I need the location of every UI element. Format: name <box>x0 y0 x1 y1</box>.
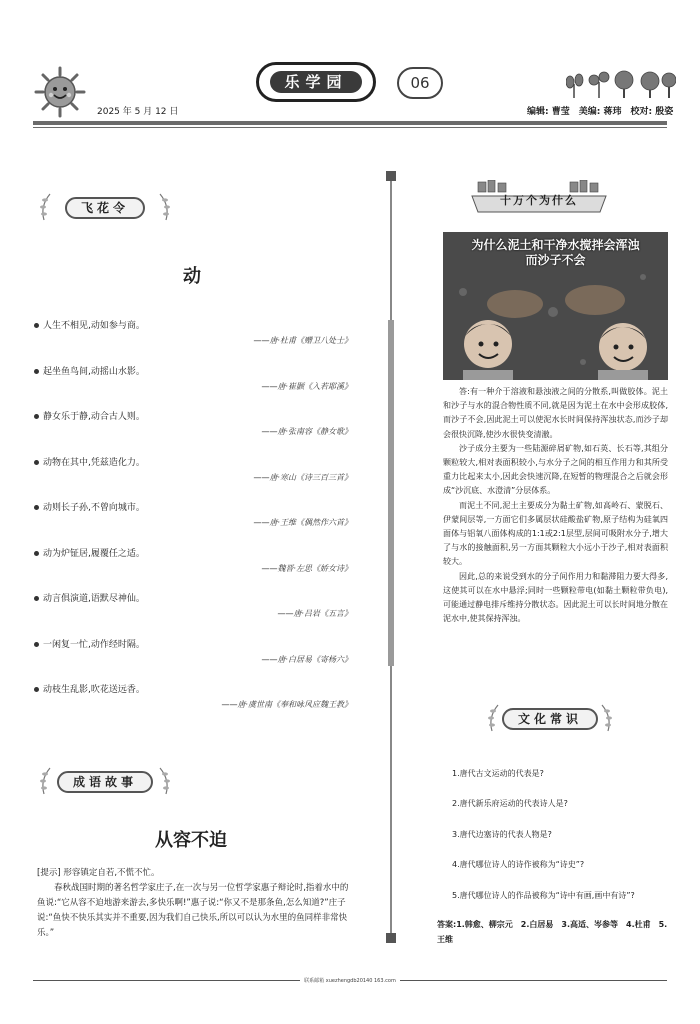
masthead-title <box>256 62 376 102</box>
bullet-icon <box>34 551 39 556</box>
bullet-icon <box>34 687 39 692</box>
idiom-banner <box>38 764 172 798</box>
bullet-icon <box>34 460 39 465</box>
idiom-hint: [提示] 形容镇定自若,不慌不忙。 <box>37 868 160 878</box>
whys-label: 十万个为什么 <box>500 194 578 207</box>
header-rule-thick <box>33 121 667 125</box>
divider-square-top <box>386 171 396 181</box>
poem-item <box>34 318 352 345</box>
poem-source: ——唐·寒山《诗三百三首》 <box>253 472 352 482</box>
bullet-icon <box>34 596 39 601</box>
quiz-question: 1.唐代古文运动的代表是? <box>452 769 544 778</box>
bullet-icon <box>34 323 39 328</box>
page-number: 06 <box>397 67 443 99</box>
idiom-label: 成语故事 <box>57 771 153 793</box>
quiz-question: 3.唐代边塞诗的代表人物是? <box>452 830 552 839</box>
idiom-title: 从容不迫 <box>155 830 227 851</box>
quiz-question: 4.唐代哪位诗人的诗作被称为“诗史”? <box>452 860 585 869</box>
poem-source: ——唐·杜甫《赠卫八处士》 <box>253 336 352 345</box>
feihualing-keyword: 动 <box>183 266 201 287</box>
whys-hero-title-line2: 而沙子不会 <box>525 253 586 267</box>
whys-hero-title <box>443 238 668 268</box>
poem-line <box>34 637 352 650</box>
footer-mail-text: 联系邮箱 xuezhengdb20140 163.com <box>300 978 400 984</box>
poem-item <box>34 591 352 618</box>
poem-line-text: 动言俱演道,语默尽神仙。 <box>43 594 145 604</box>
poem-source: ——唐·张南容《静女歌》 <box>261 427 352 436</box>
masthead-title-text: 乐学园 <box>270 71 362 93</box>
poem-line-text: 动枝生乱影,吹花送远香。 <box>43 685 145 695</box>
poem-line-text: 动则长子孙,不曾向城市。 <box>43 503 145 513</box>
whys-paragraph: 沙子成分主要为一些陆源碎屑矿物,如石英、长石等,其组分颗粒较大,相对表面积较小,与水分子之间的相互作用力和其所受重力比起来太小,因此会快速沉降,在短暂的物理混合之后就会形成“沙沉底、水澄清”分层体系。 <box>443 443 668 496</box>
whys-article <box>443 385 668 626</box>
quiz-answers: 答案:1.韩愈、柳宗元 2.白居易 3.高适、岑参等 4.杜甫 5.王维 <box>437 920 668 944</box>
whys-hero-image <box>443 232 668 380</box>
quiz-question: 5.唐代哪位诗人的作品被称为“诗中有画,画中有诗”? <box>452 891 635 900</box>
poem-source: ——唐·崔颢《入若耶溪》 <box>261 381 352 391</box>
whys-paragraph: 而泥土不同,泥土主要成分为黏土矿物,如高岭石、蒙脱石、伊蒙间层等,一方面它们多属层状硅酸盐矿物,原子结构为硅氧四面体与铝氧八面体构成的1:1或2:1层型,层间可吸附水分子,增大了与水的接触面积,另一方面其颗粒大小远小于沙子,相对表面积较大。 <box>443 500 668 567</box>
poem-line <box>34 364 352 377</box>
poem-line <box>34 500 352 513</box>
column-divider-bar <box>388 320 394 666</box>
divider-square-bottom <box>386 933 396 943</box>
poem-line-text: 静女乐于静,动合古人则。 <box>43 412 145 422</box>
poem-line <box>34 591 352 604</box>
issue-date: 2025 年 5 月 12 日 <box>97 107 179 117</box>
whys-banner <box>470 180 608 214</box>
bullet-icon <box>34 642 39 647</box>
idiom-story <box>37 866 355 941</box>
poem-source: ——唐·吕岩《五言》 <box>277 609 352 618</box>
poem-item <box>34 637 352 664</box>
poem-line <box>34 318 352 331</box>
poem-line <box>34 546 352 559</box>
poem-item <box>34 682 352 709</box>
trees-icon <box>566 68 676 102</box>
whys-paragraph: 答:有一种介于溶液和悬浊液之间的分散系,叫做胶体。泥土和沙子与水的混合物性质不同,就是因为泥土在水中会形成胶体,而沙子不会,因此泥土可以使泥水长时间保持浑浊状态,而沙子却会很快沉降,使沙水很快变清澈。 <box>443 387 668 439</box>
bullet-icon <box>34 414 39 419</box>
poem-item <box>34 455 352 482</box>
poem-item <box>34 364 352 391</box>
poem-item <box>34 409 352 436</box>
whys-hero-title-line1: 为什么泥土和干净水搅拌会浑浊 <box>471 238 640 252</box>
header-rule-thin <box>33 127 667 128</box>
whys-paragraph: 因此,总的来说受到水的分子间作用力和黏滞阻力要大得多,这使其可以在水中悬浮;同时一些颗粒带电(如黏土颗粒带负电),可能通过静电排斥维持分散状态。因此泥土可以长时间地分散在泥水中,使其保持浑浊。 <box>443 571 668 624</box>
culture-banner <box>486 701 614 735</box>
page-header <box>0 0 700 135</box>
feihualing-label: 飞花令 <box>65 197 145 219</box>
footer-contact <box>0 977 700 984</box>
bullet-icon <box>34 505 39 510</box>
feihualing-banner <box>38 190 172 224</box>
poem-line-text: 人生不相见,动如参与商。 <box>43 321 145 331</box>
poem-line-text: 动为炉钲居,履覆任之适。 <box>43 548 145 559</box>
smiling-sun-icon <box>34 66 86 118</box>
bullet-icon <box>34 369 39 374</box>
editors-credit: 编辑: 曹莹 美编: 蒋玮 校对: 殷姿 <box>527 107 674 117</box>
poem-item <box>34 546 352 573</box>
poem-line <box>34 682 352 695</box>
poem-line-text: 动物在其中,凭兹造化力。 <box>43 457 145 468</box>
culture-label: 文化常识 <box>502 708 598 730</box>
poem-source: ——魏晋·左思《娇女诗》 <box>261 563 352 573</box>
poem-line <box>34 409 352 422</box>
poem-item <box>34 500 352 527</box>
poem-source: ——唐·白居易《寄杨六》 <box>261 654 352 664</box>
poem-source: ——唐·王维《偶然作六首》 <box>253 518 352 527</box>
idiom-story-text: 春秋战国时期的著名哲学家庄子,在一次与另一位哲学家惠子辩论时,指着水中的鱼说:“它从容不迫地游来游去,多快乐啊!”惠子说:“你又不是那条鱼,怎么知道?”庄子说:“鱼快不快乐其实并不重要,因为我们自己快乐,所以可以认为水里的鱼同样非常快乐。” <box>37 883 349 938</box>
poem-source: ——唐·虞世南《奉和咏风应魏王教》 <box>221 700 352 709</box>
quiz-question: 2.唐代新乐府运动的代表诗人是? <box>452 799 568 808</box>
poem-line-text: 起坐鱼鸟间,动摇山水影。 <box>43 366 145 377</box>
poem-line <box>34 455 352 468</box>
poem-line-text: 一闲复一忙,动作经时隔。 <box>43 639 145 650</box>
